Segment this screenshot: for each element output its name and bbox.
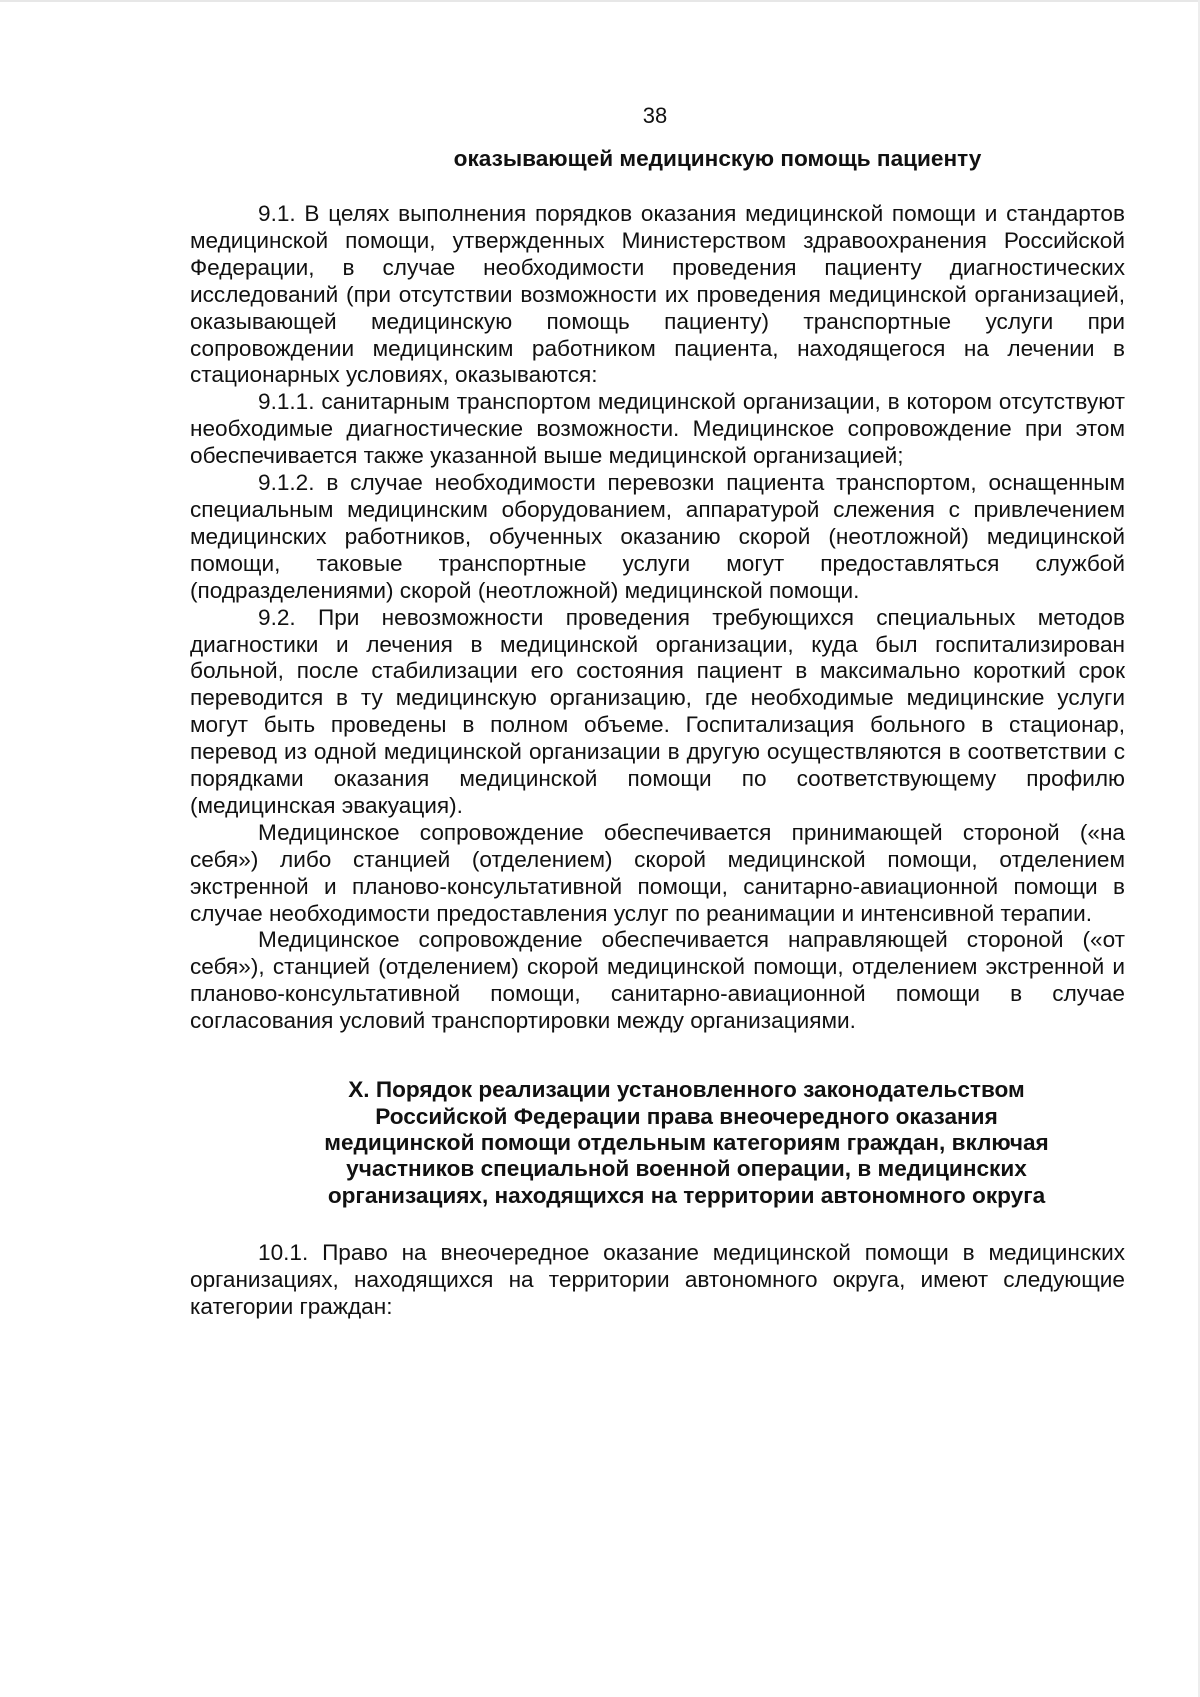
paragraph-9-1-1: 9.1.1. санитарным транспортом медицинской организации, в котором отсутствуют необходимые диагностические возможности. Медицинское сопровождение при этом обеспечивается также указанной выше медицинской организацией; <box>190 389 1125 469</box>
section-x-heading-line: Российской Федерации права внеочередного оказания <box>375 1103 998 1129</box>
paragraph-9-1-2: 9.1.2. в случае необходимости перевозки пациента транспортом, оснащенным специальным медицинским оборудованием, аппаратурой слежения с привлечением медицинских работников, обученных оказанию скорой (неотложной) медицинской помощи, таковые транспортные услуги могут предоставляться службой (подразделениями) скорой (неотложной) медицинской помощи. <box>190 470 1125 603</box>
section-heading-continuation: оказывающей медицинскую помощь пациенту <box>453 146 982 171</box>
document-body <box>190 146 1125 1321</box>
section-x-heading-line: медицинской помощи отдельным категориям граждан, включая <box>324 1129 1049 1155</box>
paragraph-9-1: 9.1. В целях выполнения порядков оказания медицинской помощи и стандартов медицинской помощи, утвержденных Министерством здравоохранения Российской Федерации, в случае необходимости проведения пациенту диагностических исследований (при отсутствии возможности их проведения медицинской организацией, оказывающей медицинскую помощь пациенту) транспортные услуги при сопровождении медицинским работником пациента, находящегося на лечении в стационарных условиях, оказываются: <box>190 201 1125 388</box>
scan-top-edge <box>0 0 1200 2</box>
section-x-heading-line: участников специальной военной операции, в медицинских <box>346 1156 1027 1182</box>
section-x-heading-line: X. Порядок реализации установленного законодательством <box>348 1077 1025 1103</box>
section-x-heading-line: организациях, находящихся на территории автономного округа <box>327 1182 1046 1208</box>
page-number: 38 <box>642 103 668 128</box>
paragraph-10-1: 10.1. Право на внеочередное оказание медицинской помощи в медицинских организациях, находящихся на территории автономного округа, имеют следующие категории граждан: <box>190 1240 1125 1319</box>
section-x-heading <box>190 1077 1125 1209</box>
paragraph-medical-escort-receiving: Медицинское сопровождение обеспечивается принимающей стороной («на себя») либо станцией (отделением) скорой медицинской помощи, отделением экстренной и планово-консультативной помощи, санитарно-авиационной помощи в случае необходимости предоставления услуг по реанимации и интенсивной терапии. <box>190 819 1125 926</box>
paragraph-9-2: 9.2. При невозможности проведения требующихся специальных методов диагностики и лечения в медицинской организации, куда был госпитализирован больной, после стабилизации его состояния пациент в максимально короткий срок переводится в ту медицинскую организацию, где необходимые медицинские услуги могут быть проведены в полном объеме. Госпитализация больного в стационар, перевод из одной медицинской организации в другую осуществляются в соответствии с порядками оказания медицинской помощи по соответствующему профилю (медицинская эвакуация). <box>190 604 1125 818</box>
paragraph-medical-escort-sending: Медицинское сопровождение обеспечивается направляющей стороной («от себя»), станцией (отделением) скорой медицинской помощи, отделением экстренной и планово-консультативной помощи, санитарно-авиационной помощи в случае согласования условий транспортировки между организациями. <box>190 927 1125 1034</box>
